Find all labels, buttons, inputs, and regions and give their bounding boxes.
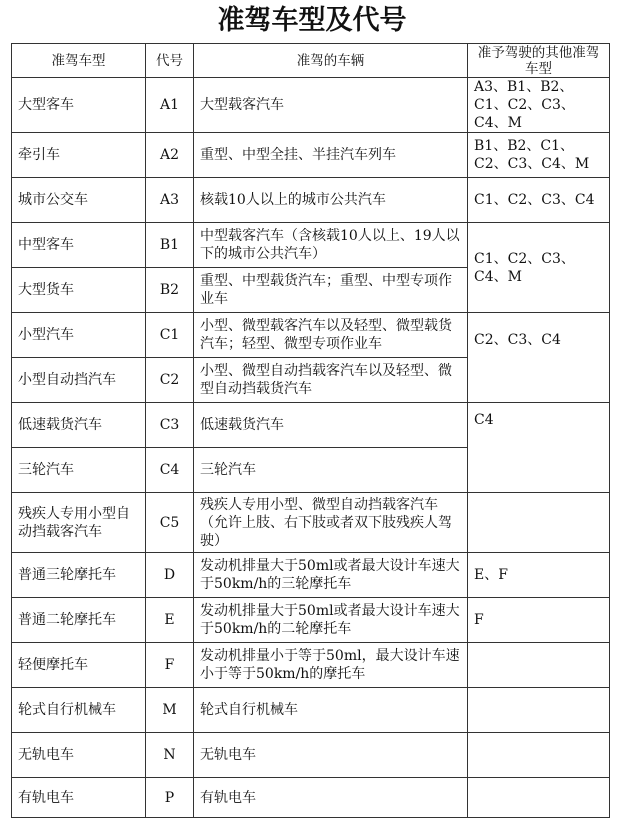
header-cell: 代号	[146, 44, 194, 78]
type-cell: 无轨电车	[12, 733, 146, 778]
table-row	[12, 643, 610, 688]
license-class-table	[11, 43, 610, 818]
table-row	[12, 178, 610, 223]
others-cell	[468, 643, 610, 688]
code-cell: E	[146, 598, 194, 643]
vehicles-cell: 小型、微型自动挡载客汽车以及轻型、微型自动挡载货汽车	[194, 358, 468, 403]
type-cell: 三轮汽车	[12, 448, 146, 493]
type-cell: 有轨电车	[12, 778, 146, 818]
table-header-row	[12, 44, 610, 78]
header-cell: 准予驾驶的其他准驾车型	[468, 44, 610, 78]
type-cell: 大型客车	[12, 78, 146, 133]
code-cell: B1	[146, 223, 194, 268]
type-cell: 低速载货汽车	[12, 403, 146, 448]
type-cell: 轮式自行机械车	[12, 688, 146, 733]
vehicles-cell: 低速载货汽车	[194, 403, 468, 448]
table-row	[12, 493, 610, 553]
type-cell: 普通三轮摩托车	[12, 553, 146, 598]
page-title: 准驾车型及代号	[217, 5, 407, 36]
table-row	[12, 553, 610, 598]
code-cell: M	[146, 688, 194, 733]
vehicles-cell: 重型、中型全挂、半挂汽车列车	[194, 133, 468, 178]
type-cell: 牵引车	[12, 133, 146, 178]
others-cell: B1、B2、C1、C2、C3、C4、M	[468, 133, 610, 178]
others-cell: C1、C2、C3、C4	[468, 178, 610, 223]
table-row	[12, 733, 610, 778]
vehicles-cell: 轮式自行机械车	[194, 688, 468, 733]
vehicles-cell: 小型、微型载客汽车以及轻型、微型载货汽车；轻型、微型专项作业车	[194, 313, 468, 358]
others-cell	[468, 778, 610, 818]
table-row	[12, 598, 610, 643]
type-cell: 小型自动挡汽车	[12, 358, 146, 403]
vehicles-cell: 残疾人专用小型、微型自动挡载客汽车（允许上肢、右下肢或者双下肢残疾人驾驶）	[194, 493, 468, 553]
table-row	[12, 78, 610, 133]
type-cell: 城市公交车	[12, 178, 146, 223]
code-cell: N	[146, 733, 194, 778]
vehicles-cell: 中型载客汽车（含核载10人以上、19人以下的城市公共汽车）	[194, 223, 468, 268]
table-row	[12, 778, 610, 818]
others-cell	[468, 493, 610, 553]
code-cell: C1	[146, 313, 194, 358]
table-row	[12, 223, 610, 268]
vehicles-cell: 发动机排量大于50ml或者最大设计车速大于50km/h的三轮摩托车	[194, 553, 468, 598]
code-cell: D	[146, 553, 194, 598]
vehicles-cell: 三轮汽车	[194, 448, 468, 493]
code-cell: P	[146, 778, 194, 818]
table-row	[12, 688, 610, 733]
others-cell	[468, 688, 610, 733]
type-cell: 中型客车	[12, 223, 146, 268]
others-cell: C1、C2、C3、C4、M	[468, 223, 610, 313]
vehicles-cell: 大型载客汽车	[194, 78, 468, 133]
type-cell: 普通二轮摩托车	[12, 598, 146, 643]
vehicles-cell: 核载10人以上的城市公共汽车	[194, 178, 468, 223]
others-cell: C4	[468, 403, 610, 493]
code-cell: A3	[146, 178, 194, 223]
vehicles-cell: 无轨电车	[194, 733, 468, 778]
code-cell: A1	[146, 78, 194, 133]
table-row	[12, 403, 610, 448]
type-cell: 小型汽车	[12, 313, 146, 358]
code-cell: A2	[146, 133, 194, 178]
type-cell: 轻便摩托车	[12, 643, 146, 688]
others-cell: A3、B1、B2、C1、C2、C3、C4、M	[468, 78, 610, 133]
code-cell: C2	[146, 358, 194, 403]
table-row	[12, 313, 610, 358]
code-cell: C3	[146, 403, 194, 448]
table-row	[12, 133, 610, 178]
vehicles-cell: 发动机排量小于等于50ml，最大设计车速小于等于50km/h的摩托车	[194, 643, 468, 688]
code-cell: F	[146, 643, 194, 688]
header-cell: 准驾的车辆	[194, 44, 468, 78]
type-cell: 大型货车	[12, 268, 146, 313]
others-cell: E、F	[468, 553, 610, 598]
type-cell: 残疾人专用小型自动挡载客汽车	[12, 493, 146, 553]
header-cell: 准驾车型	[12, 44, 146, 78]
vehicles-cell: 有轨电车	[194, 778, 468, 818]
code-cell: B2	[146, 268, 194, 313]
vehicles-cell: 发动机排量大于50ml或者最大设计车速大于50km/h的二轮摩托车	[194, 598, 468, 643]
others-cell	[468, 733, 610, 778]
others-cell: C2、C3、C4	[468, 313, 610, 403]
vehicles-cell: 重型、中型载货汽车；重型、中型专项作业车	[194, 268, 468, 313]
others-cell: F	[468, 598, 610, 643]
code-cell: C4	[146, 448, 194, 493]
code-cell: C5	[146, 493, 194, 553]
